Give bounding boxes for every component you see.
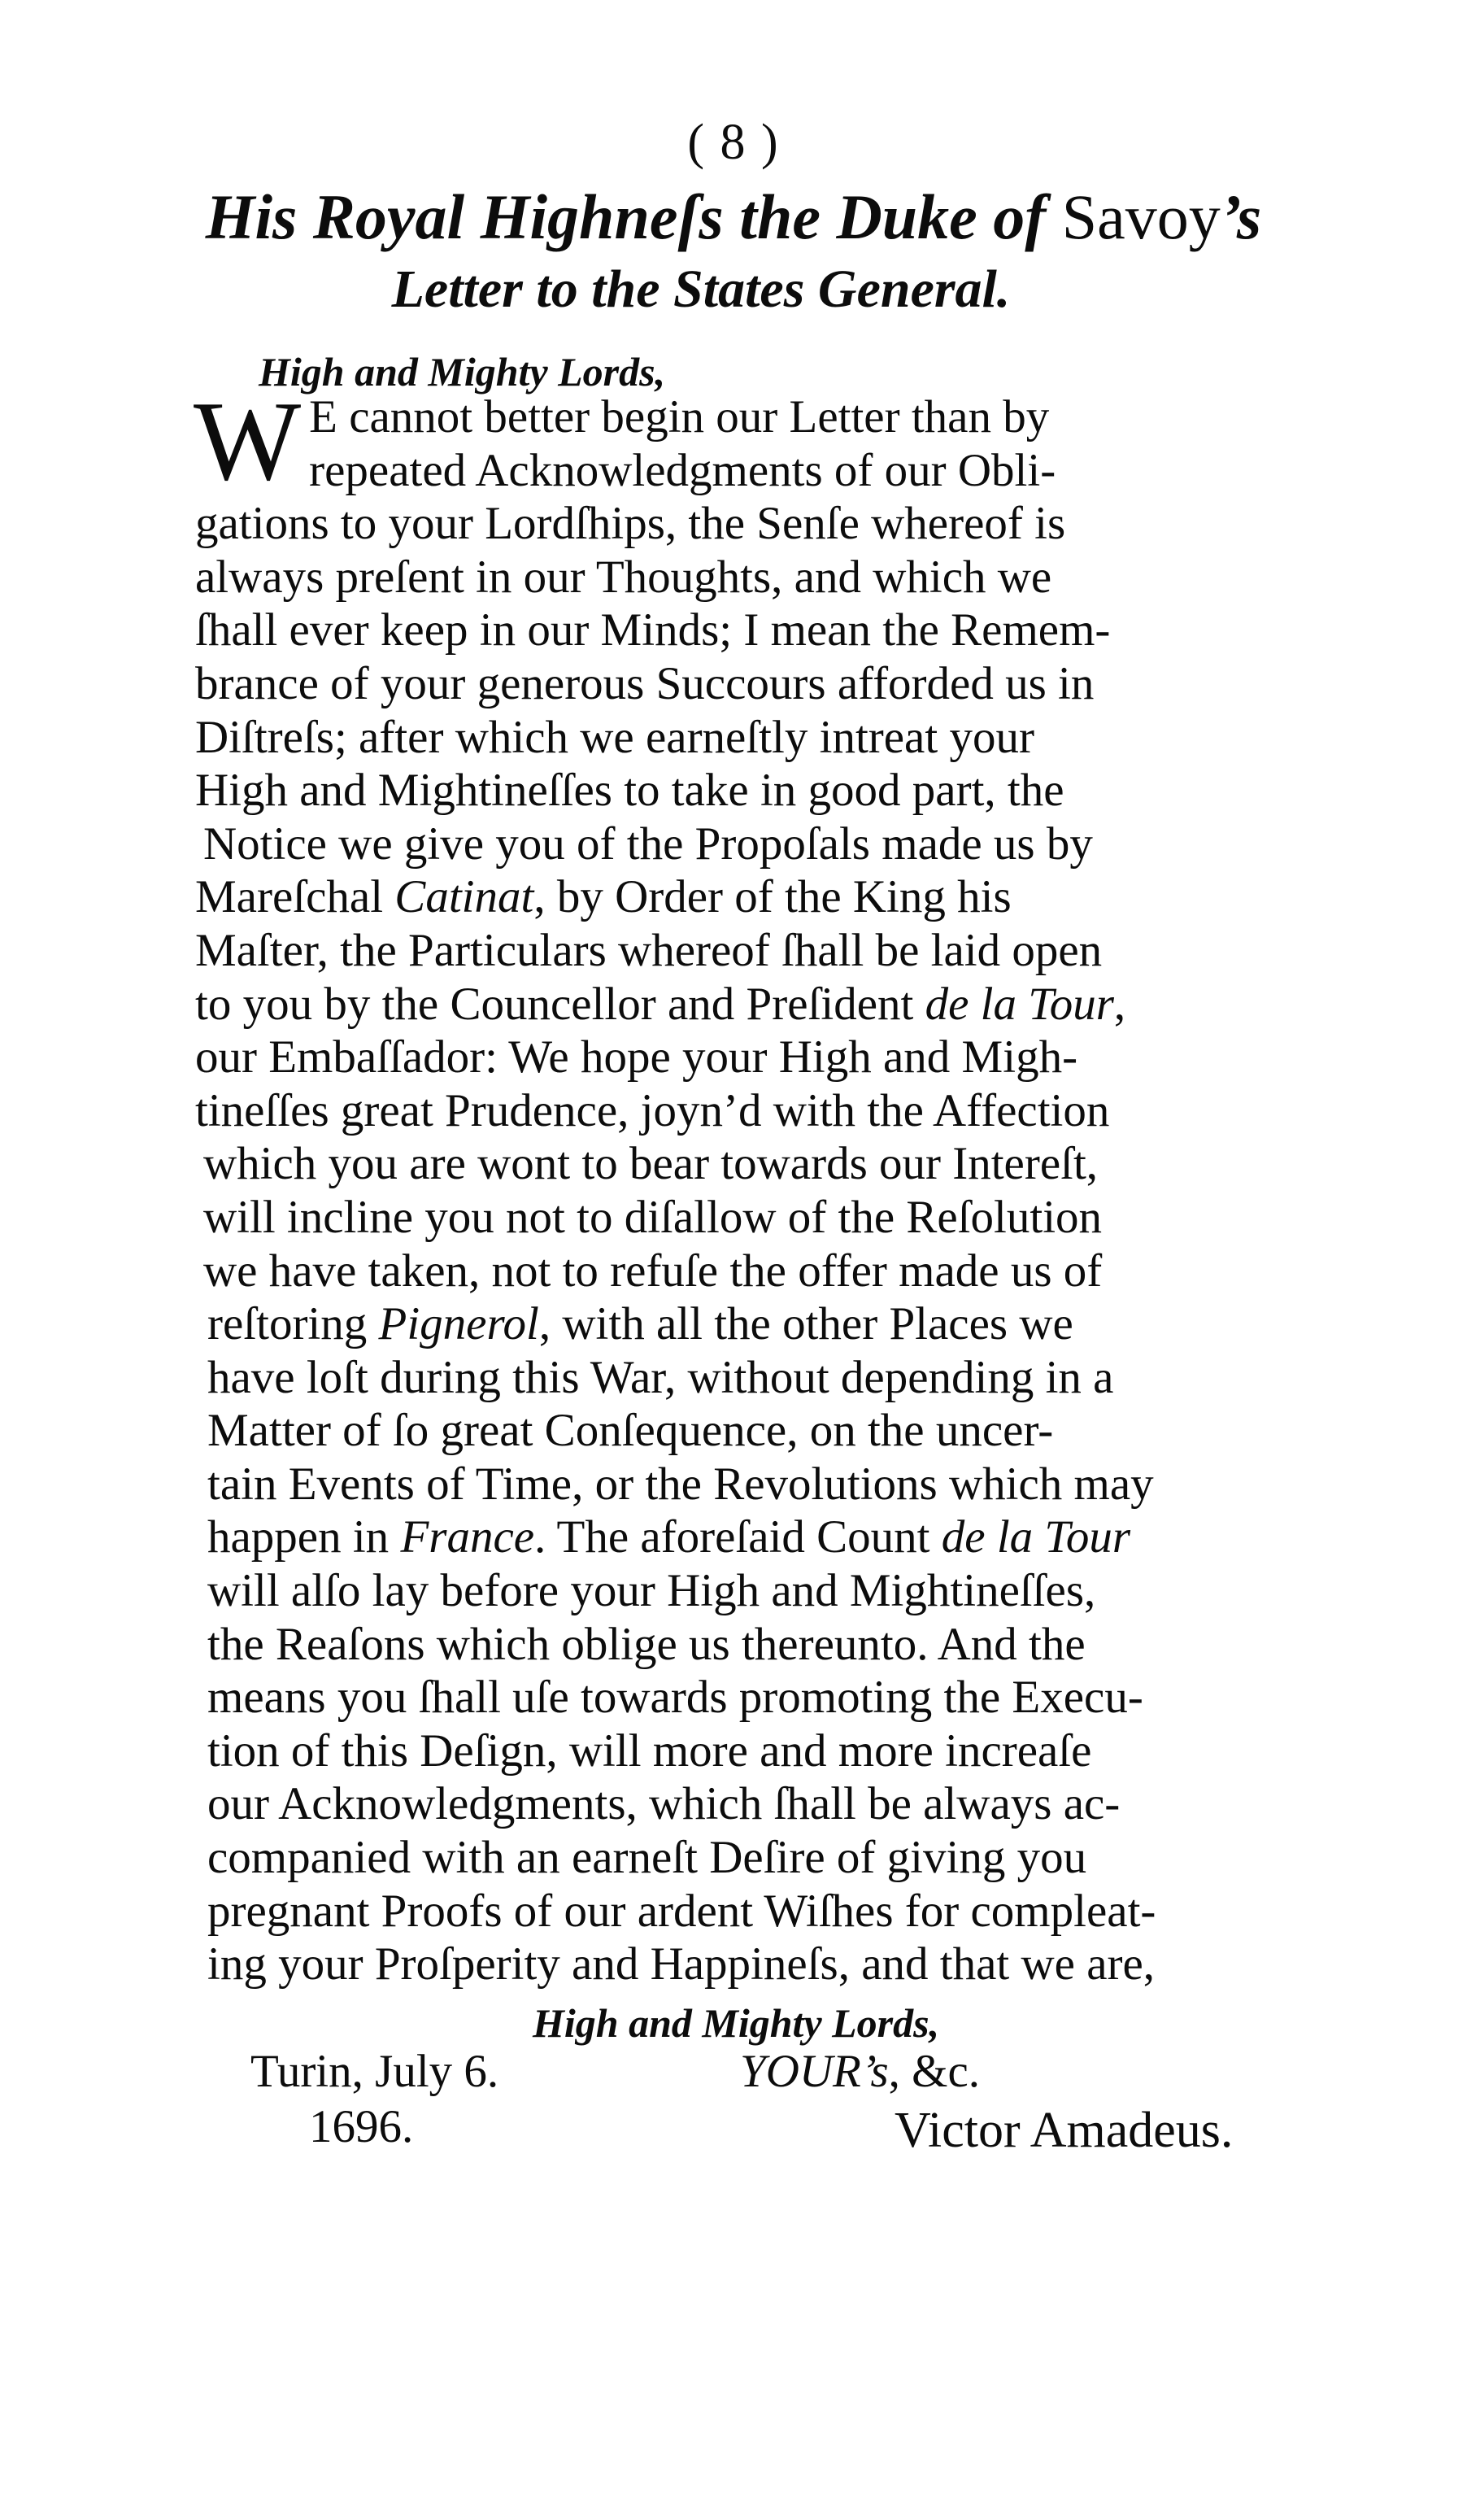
- drop-cap: W: [194, 378, 302, 504]
- text-run: Mareſchal: [195, 871, 395, 923]
- body-lines: [194, 378, 1293, 1991]
- body-line: [195, 1724, 1293, 1778]
- body-line: [195, 1404, 1293, 1458]
- text-run: which you are wont to bear towards our Intereſt,: [203, 1138, 1099, 1190]
- body-line: [195, 978, 1293, 1031]
- text-run: have loſt during this War, without depending in a: [207, 1351, 1114, 1403]
- body-line: [195, 444, 1293, 498]
- body-line: [195, 817, 1293, 871]
- body-line: [195, 1511, 1293, 1564]
- letter-subtitle: Letter to the States General.: [391, 259, 1011, 319]
- body-line: [195, 390, 1293, 444]
- body-line: [195, 1031, 1293, 1084]
- body-line: [195, 1351, 1293, 1405]
- body-line: [195, 1084, 1293, 1138]
- body-line: [195, 604, 1293, 657]
- signature: Victor Amadeus.: [895, 2103, 1234, 2158]
- body-line: [195, 657, 1293, 711]
- italic-run: de la Tour: [941, 1511, 1131, 1563]
- place-date: Turin, July 6.: [250, 2046, 499, 2097]
- body-line: [195, 1191, 1293, 1245]
- body-line: [195, 1885, 1293, 1938]
- letter-body: [194, 378, 1293, 1991]
- text-run: to you by the Councellor and Preſident: [195, 978, 925, 1030]
- text-run: reſtoring: [207, 1298, 379, 1350]
- body-line: [195, 1777, 1293, 1831]
- title-part-possessive: ’s: [1220, 181, 1262, 252]
- text-run: means you ſhall uſe towards promoting the Execu-: [207, 1672, 1143, 1724]
- text-run: , by Order of the King his: [533, 871, 1012, 923]
- text-run: companied with an earneſt Deſire of giving you: [207, 1832, 1087, 1884]
- text-run: Matter of ſo great Conſequence, on the uncer-: [207, 1405, 1054, 1457]
- text-run: the Reaſons which oblige us thereunto. And the: [207, 1618, 1086, 1670]
- text-run: Maſter, the Particulars whereof ſhall be laid open: [195, 924, 1103, 976]
- yours-etc: , &c.: [888, 2046, 981, 2097]
- salutation: High and Mighty Lords,: [259, 349, 666, 395]
- text-run: repeated Acknowledgments of our Obli-: [309, 444, 1056, 496]
- yours-word: YOUR’s: [740, 2046, 889, 2097]
- text-run: ing your Proſperity and Happineſs, and that we are,: [207, 1938, 1156, 1990]
- body-line: [195, 870, 1293, 924]
- text-run: always preſent in our Thoughts, and which we: [195, 551, 1052, 603]
- body-line: [195, 1618, 1293, 1672]
- text-run: our Acknowledgments, which ſhall be always ac-: [207, 1778, 1121, 1830]
- text-run: pregnant Proofs of our ardent Wiſhes for compleat-: [207, 1885, 1156, 1937]
- body-line: [195, 1245, 1293, 1298]
- page-number: ( 8 ): [687, 115, 780, 170]
- body-line: [195, 924, 1293, 978]
- italic-run: Pignerol: [378, 1298, 539, 1350]
- text-run: ,: [1113, 978, 1126, 1030]
- body-line: [195, 1831, 1293, 1885]
- title-part-savoy: Savoy: [1061, 181, 1221, 252]
- text-run: ſhall ever keep in our Minds; I mean the Remem-: [195, 604, 1111, 656]
- text-run: will incline you not to diſallow of the Reſolution: [203, 1191, 1103, 1243]
- body-line: [195, 1458, 1293, 1511]
- text-run: , with all the other Places we: [538, 1298, 1073, 1350]
- text-run: E cannot better begin our Letter than by: [309, 391, 1050, 443]
- text-run: Notice we give you of the Propoſals made us by: [203, 817, 1093, 870]
- title-part-a: His Royal Highneſs the Duke of: [205, 181, 1047, 252]
- yours-closing: [740, 2045, 980, 2098]
- text-run: Diſtreſs; after which we earneſtly intreat your: [195, 711, 1034, 763]
- text-run: happen in: [207, 1511, 401, 1563]
- italic-run: Catinat: [394, 871, 534, 923]
- body-line: [195, 551, 1293, 604]
- body-line: [195, 1297, 1293, 1351]
- italic-run: France: [400, 1511, 535, 1563]
- italic-run: de la Tour: [925, 978, 1114, 1030]
- text-run: will alſo lay before your High and Mightineſſes,: [207, 1565, 1096, 1617]
- body-line: [195, 1671, 1293, 1724]
- body-line: [195, 1564, 1293, 1618]
- letter-title: [0, 181, 1467, 254]
- text-run: tion of this Deſign, will more and more increaſe: [207, 1724, 1092, 1777]
- body-line: [195, 764, 1293, 817]
- text-run: we have taken, not to refuſe the offer made us of: [203, 1245, 1103, 1297]
- body-line: [195, 497, 1293, 551]
- closing-salutation: High and Mighty Lords,: [533, 2000, 940, 2046]
- body-line: [195, 1938, 1293, 1991]
- text-run: tineſſes great Prudence, joyn’d with the Affection: [195, 1084, 1110, 1136]
- text-run: brance of your generous Succours afforded us in: [195, 657, 1095, 709]
- body-line: [195, 711, 1293, 765]
- text-run: High and Mightineſſes to take in good part, the: [195, 765, 1064, 817]
- text-run: . The aforeſaid Count: [534, 1511, 942, 1563]
- text-run: our Embaſſador: We hope your High and Migh-: [195, 1031, 1078, 1083]
- text-run: tain Events of Time, or the Revolutions which may: [207, 1458, 1154, 1510]
- body-line: [195, 1137, 1293, 1191]
- year: 1696.: [309, 2101, 414, 2152]
- text-run: gations to your Lordſhips, the Senſe whereof is: [195, 498, 1066, 550]
